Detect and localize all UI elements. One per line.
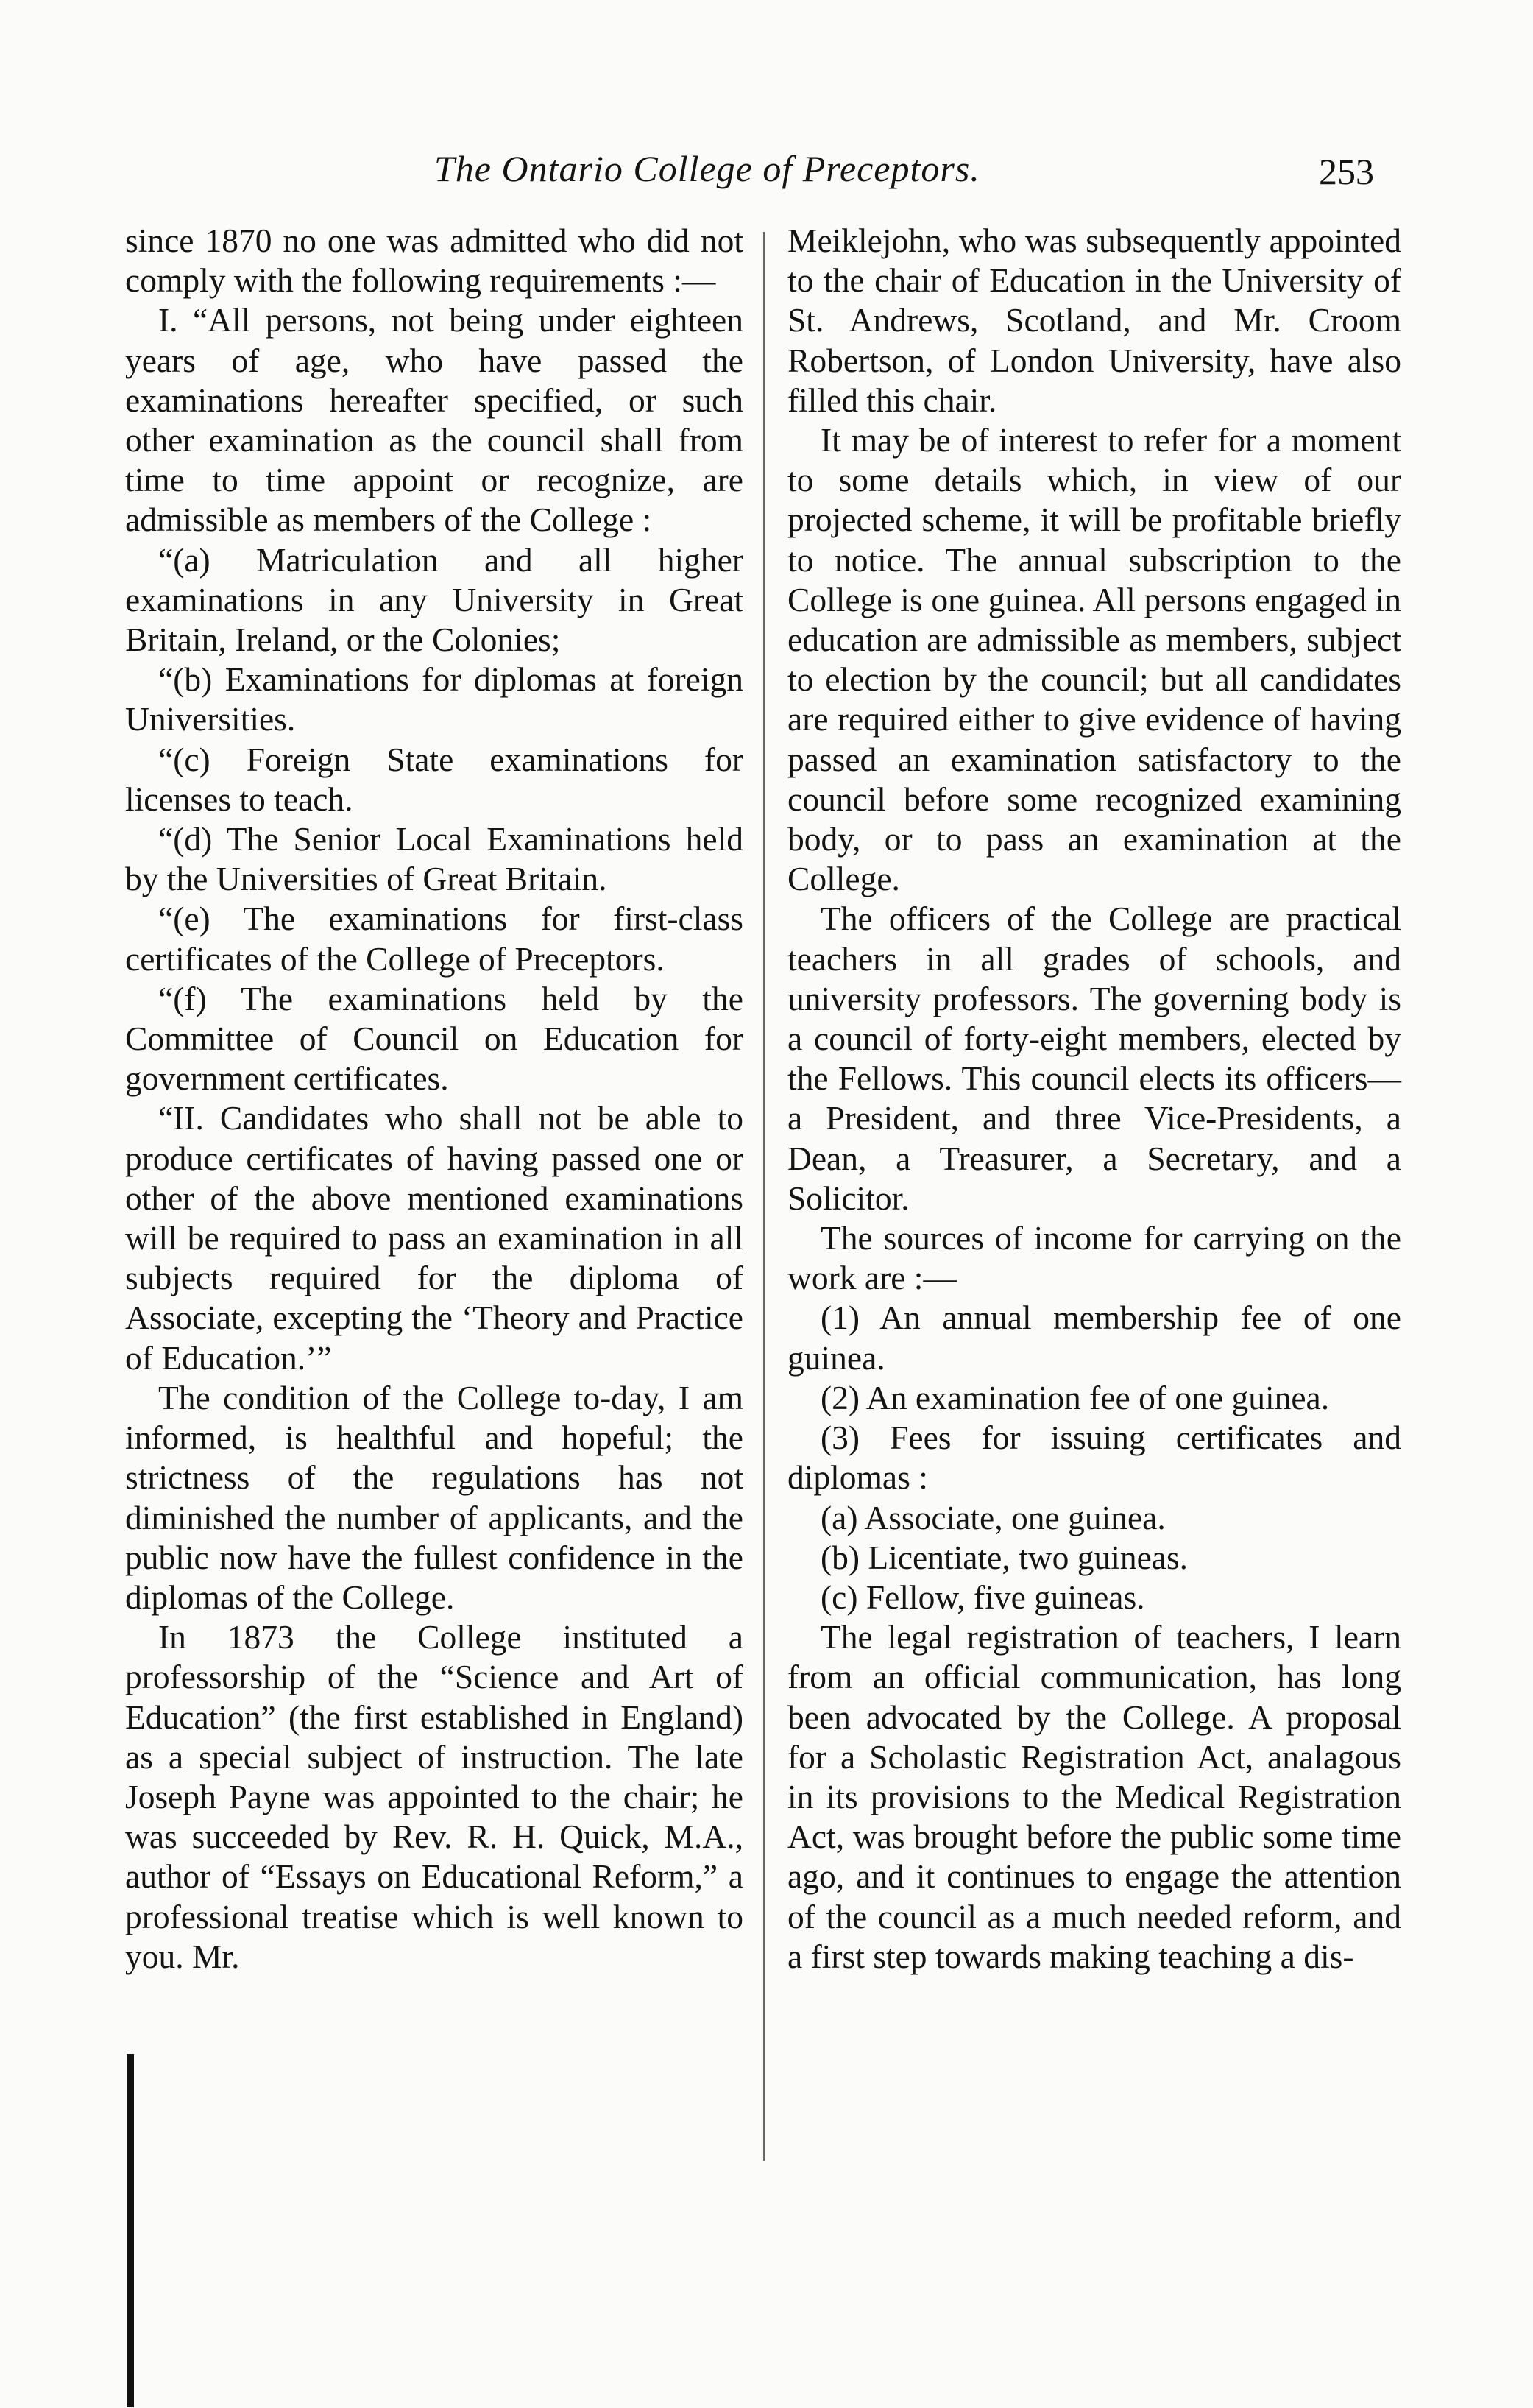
list-item: (a) Associate, one guinea. [821,1498,1166,1536]
paragraph: “(c) Foreign State examinations for licenses to teach. [125,740,743,818]
paragraph: “II. Candidates who shall not be able to produce certificates of having passed one or other of the above mentioned examinations will be required to pass an examination in all subjects required for the diploma of Associate, excepting the ‘Theory and Practice of Education.’” [125,1099,743,1377]
list-item: (c) Fellow, five guineas. [821,1578,1145,1616]
paragraph: I. “All persons, not being under eighteen years of age, who have passed the examinations hereafter specified, or such other examination as the council shall from time to time appoint or recognize, are admissible as members of the College : [125,301,743,539]
paragraph: It may be of interest to refer for a moment to some details which, in view of our projected scheme, it will be profitable briefly to notice. The annual subscription to the College is one guinea. All persons engaged in education are admissible as members, subject to election by the council; but all candidates are required either to give evidence of having passed an examination satisfactory to the council before some recognized examining body, or to pass an examination at the College. [787,421,1401,898]
paragraph: (1) An annual membership fee of one guinea. [787,1299,1401,1377]
paragraph: Meiklejohn, who was subsequently appointed to the chair of Education in the University of St. Andrews, Scotland, and Mr. Croom Robertson, of London University, have also filled this chair. [787,222,1401,419]
list-item: (b) Licentiate, two guineas. [821,1538,1189,1576]
running-title: The Ontario College of Preceptors. [434,148,980,189]
left-column [125,221,743,1977]
paragraph: In 1873 the College instituted a professorship of the “Science and Art of Education” (the first established in England) as a special subject of instruction. The late Joseph Payne was appointed to the chair; he was succeeded by Rev. R. H. Quick, M.A., author of “Essays on Educational Reform,” a professional treatise which is well known to you. Mr. [125,1618,743,1975]
page-header [0,147,1533,213]
paragraph: “(b) Examinations for diplomas at foreign Universities. [125,660,743,738]
paragraph: “(f) The examinations held by the Committee of Council on Education for government certificates. [125,979,743,1098]
scan-binding-edge [127,2054,134,2407]
right-column [787,221,1401,1977]
column-divider [763,232,765,2161]
paragraph: The condition of the College to-day, I am informed, is healthful and hopeful; the strictness of the regulations has not diminished the number of applicants, and the public now have the fullest confidence in the diplomas of the College. [125,1378,743,1616]
paragraph: (2) An examination fee of one guinea. [821,1378,1330,1416]
paragraph: The officers of the College are practical teachers in all grades of schools, and university professors. The governing body is a council of forty-eight members, elected by the Fellows. This council elects its officers—a President, and three Vice-Presidents, a Dean, a Treasurer, a Secretary, and a Solicitor. [787,900,1401,1217]
paragraph: “(a) Matriculation and all higher examinations in any University in Great Britain, Ireland, or the Colonies; [125,540,743,659]
page-number: 253 [1319,151,1374,192]
paragraph: since 1870 no one was admitted who did not comply with the following requirements :— [125,222,743,300]
paragraph: (3) Fees for issuing certificates and diplomas : [787,1419,1401,1497]
paragraph: “(d) The Senior Local Examinations held by the Universities of Great Britain. [125,820,743,898]
paragraph: The sources of income for carrying on the work are :— [787,1219,1401,1297]
paragraph: “(e) The examinations for first-class certificates of the College of Preceptors. [125,900,743,978]
paragraph: The legal registration of teachers, I learn from an official communication, has long been advocated by the College. A proposal for a Scholastic Registration Act, analagous in its provisions to the Medical Registration Act, was brought before the public some time ago, and it continues to engage the attention of the council as a much needed reform, and a first step towards making teaching a dis- [787,1618,1401,1975]
